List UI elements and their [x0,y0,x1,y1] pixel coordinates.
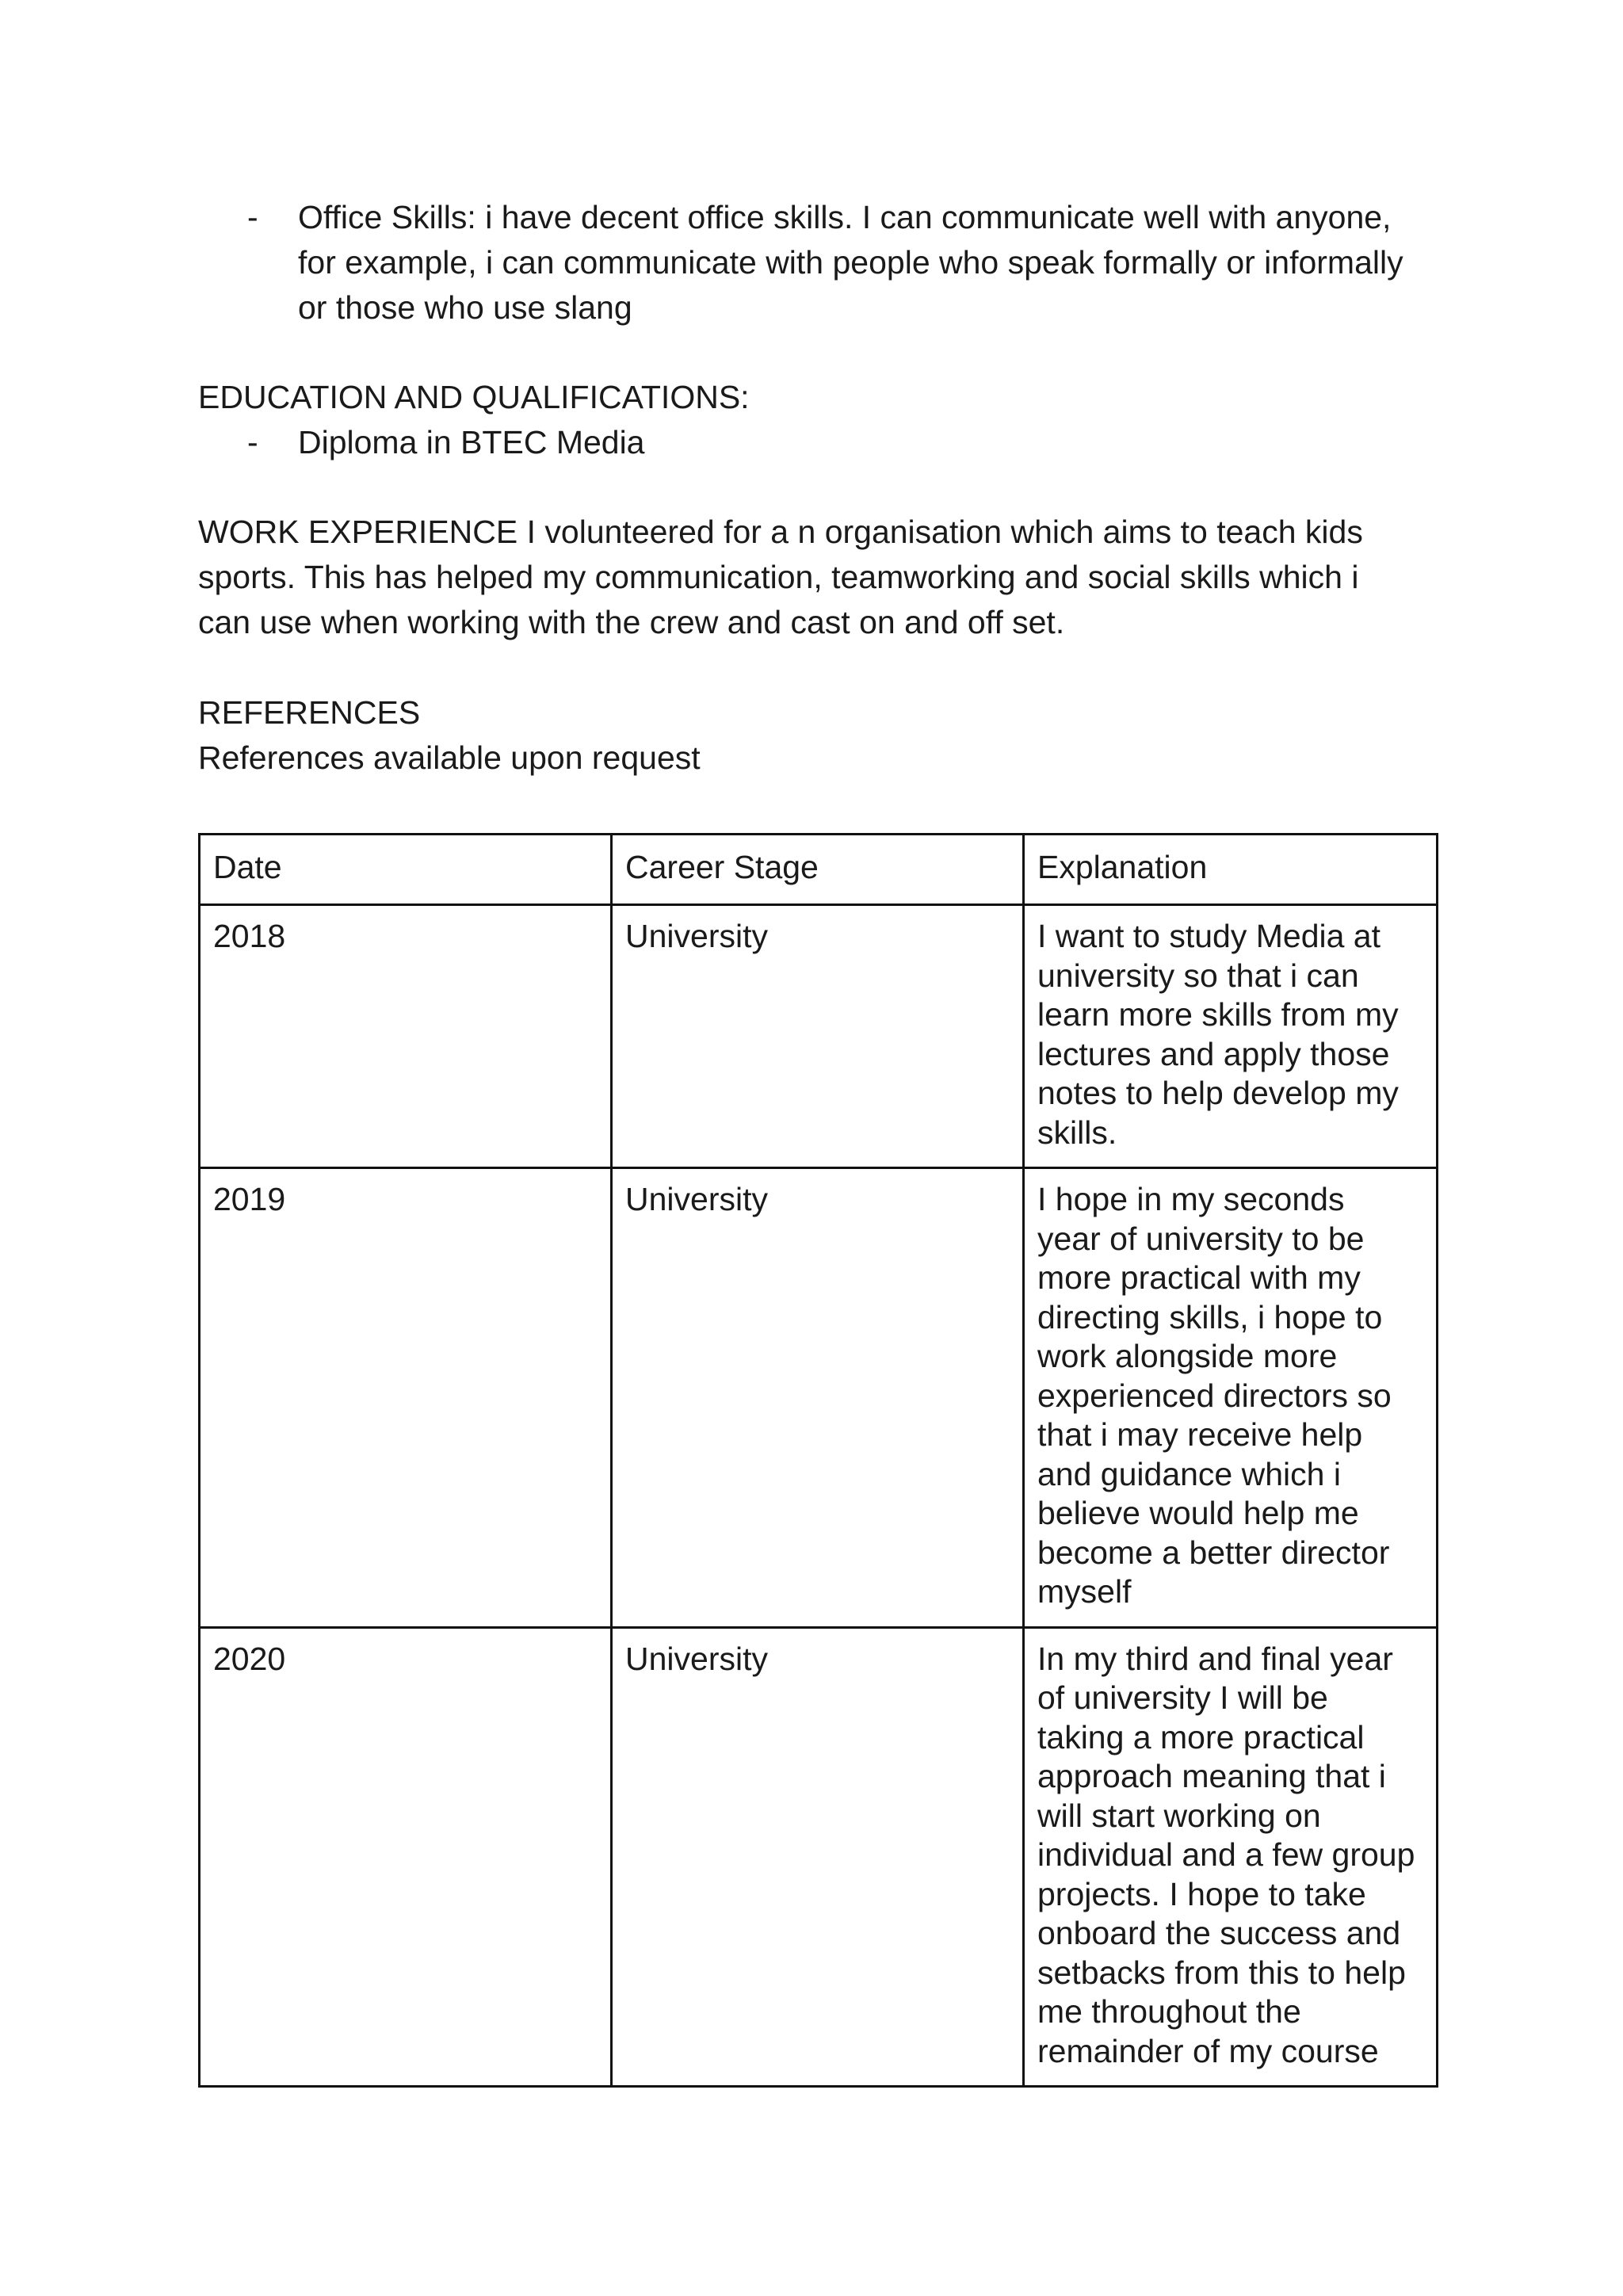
header-date: Date [200,835,612,905]
explanation-line: In my third and final year [1037,1640,1393,1677]
explanation-line: experienced directors so [1037,1377,1392,1414]
education-item [198,420,1434,465]
explanation-line: become a better director [1037,1534,1390,1571]
cell-career-stage: University [612,905,1024,1168]
cell-date: 2019 [200,1168,612,1628]
explanation-line: approach meaning that i [1037,1758,1386,1794]
explanation-line: me throughout the [1037,1993,1301,2030]
document-page [198,195,1434,781]
explanation-line: onboard the success and [1037,1915,1401,1951]
work-experience-paragraph [198,510,1434,645]
cell-date: 2018 [200,905,612,1168]
table-row [200,1168,1438,1628]
header-explanation: Explanation [1024,835,1438,905]
explanation-line: will start working on [1037,1797,1321,1834]
table-row [200,1627,1438,2087]
office-skills-line: or those who use slang [298,289,632,326]
explanation-line: believe would help me [1037,1495,1359,1531]
explanation-line: setbacks from this to help [1037,1954,1406,1991]
explanation-line: more practical with my [1037,1259,1361,1296]
explanation-line: I want to study Media at [1037,918,1381,954]
explanation-line: remainder of my course [1037,2032,1379,2069]
cell-explanation [1024,1168,1438,1628]
cell-career-stage: University [612,1627,1024,2087]
explanation-line: of university I will be [1037,1679,1328,1716]
cell-career-stage: University [612,1168,1024,1628]
explanation-line: and guidance which i [1037,1455,1341,1492]
explanation-line: that i may receive help [1037,1416,1363,1453]
office-skills-bullet [198,195,1434,330]
cell-date: 2020 [200,1627,612,2087]
explanation-line: I hope in my seconds [1037,1181,1345,1217]
explanation-line: individual and a few group [1037,1836,1415,1873]
education-heading: EDUCATION AND QUALIFICATIONS: [198,379,750,415]
explanation-line: notes to help develop my [1037,1075,1399,1111]
cell-explanation [1024,1627,1438,2087]
explanation-line: university so that i can [1037,957,1359,994]
explanation-line: directing skills, i hope to [1037,1298,1383,1335]
explanation-line: lectures and apply those [1037,1035,1390,1072]
table-header-row [200,835,1438,905]
education-item-text: Diploma in BTEC Media [298,424,645,460]
work-experience-line: can use when working with the crew and cast on and off set. [198,604,1065,640]
header-career-stage: Career Stage [612,835,1024,905]
explanation-line: year of university to be [1037,1220,1365,1257]
explanation-line: myself [1037,1573,1132,1610]
explanation-line: taking a more practical [1037,1718,1365,1755]
work-experience-line: sports. This has helped my communication, teamworking and social skills which i [198,559,1359,595]
bullet-dash: - [247,424,258,460]
explanation-line: skills. [1037,1114,1117,1151]
explanation-line: learn more skills from my [1037,996,1399,1033]
references-text: References available upon request [198,739,701,776]
references-heading: REFERENCES [198,694,421,731]
office-skills-line: for example, i can communicate with people who speak formally or informally [298,244,1403,281]
explanation-line: projects. I hope to take [1037,1875,1366,1912]
career-plan-table [198,833,1438,2088]
office-skills-line: Office Skills: i have decent office skills. I can communicate well with anyone, [298,199,1392,235]
bullet-dash: - [247,199,258,235]
explanation-line: work alongside more [1037,1338,1338,1374]
work-experience-line: WORK EXPERIENCE I volunteered for a n organisation which aims to teach kids [198,514,1363,550]
table-row [200,905,1438,1168]
cell-explanation [1024,905,1438,1168]
